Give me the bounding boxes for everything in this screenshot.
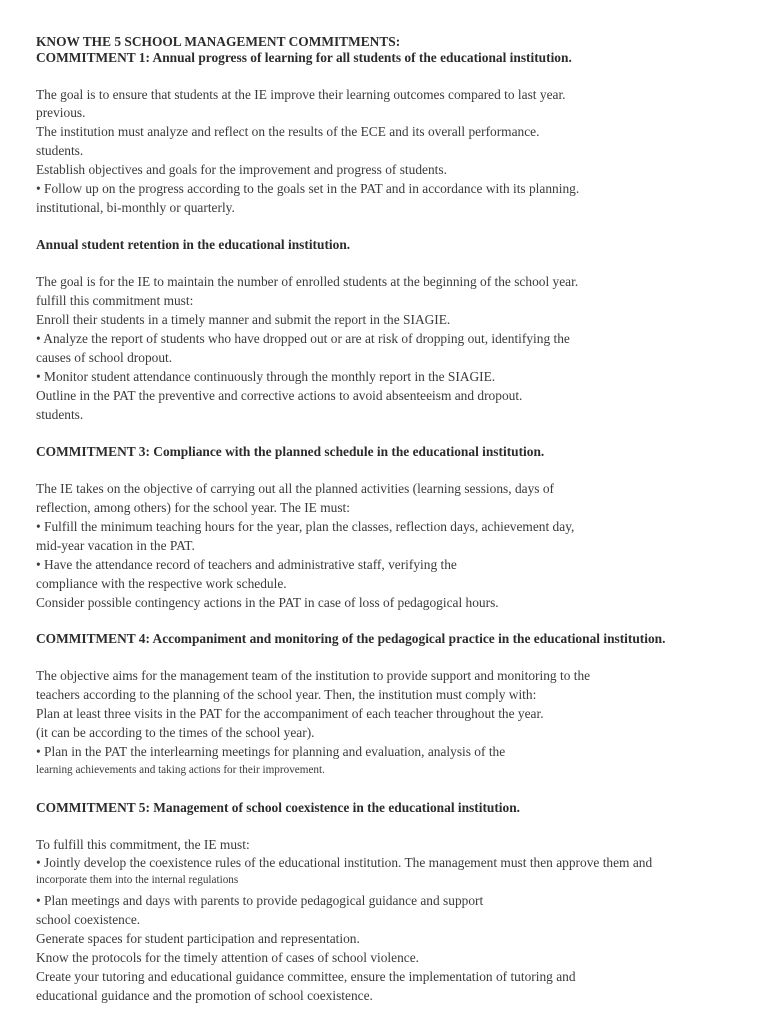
paragraph-line: school coexistence. xyxy=(36,912,141,927)
commitment-1-heading: COMMITMENT 1: Annual progress of learning for all students of the educational institution. xyxy=(36,50,572,65)
paragraph-line: Establish objectives and goals for the improvement and progress of students. xyxy=(36,162,447,177)
document-title: KNOW THE 5 SCHOOL MANAGEMENT COMMITMENTS: xyxy=(36,34,401,49)
paragraph-line: Generate spaces for student participation and representation. xyxy=(36,931,360,946)
paragraph-line: educational guidance and the promotion of school coexistence. xyxy=(36,988,373,1003)
paragraph-line: reflection, among others) for the school year. The IE must: xyxy=(36,500,350,515)
paragraph-line: Outline in the PAT the preventive and corrective actions to avoid absenteeism and dropout. xyxy=(36,388,523,403)
paragraph-line: students. xyxy=(36,143,84,158)
paragraph-line: To fulfill this commitment, the IE must: xyxy=(36,837,250,852)
paragraph-line: Consider possible contingency actions in the PAT in case of loss of pedagogical hours. xyxy=(36,595,499,610)
paragraph-line: The goal is to ensure that students at the IE improve their learning outcomes compared to last year. xyxy=(36,87,566,102)
paragraph-line: mid-year vacation in the PAT. xyxy=(36,538,195,553)
paragraph-line: fulfill this commitment must: xyxy=(36,293,194,308)
commitment-4-heading: COMMITMENT 4: Accompaniment and monitoring of the pedagogical practice in the educational institution. xyxy=(36,631,666,646)
bullet-line: • Have the attendance record of teachers and administrative staff, verifying the xyxy=(36,557,457,572)
paragraph-line: The IE takes on the objective of carrying out all the planned activities (learning sessions, days of xyxy=(36,481,554,496)
paragraph-line: Plan at least three visits in the PAT for the accompaniment of each teacher throughout the year. xyxy=(36,706,544,721)
paragraph-line: previous. xyxy=(36,105,86,120)
paragraph-line: incorporate them into the internal regulations xyxy=(36,874,239,886)
bullet-line: • Analyze the report of students who have dropped out or are at risk of dropping out, identifying the xyxy=(36,331,570,346)
bullet-line: • Plan in the PAT the interlearning meetings for planning and evaluation, analysis of the xyxy=(36,744,506,759)
bullet-line: • Plan meetings and days with parents to provide pedagogical guidance and support xyxy=(36,893,484,908)
paragraph-line: students. xyxy=(36,407,84,422)
paragraph-line: The goal is for the IE to maintain the number of enrolled students at the beginning of the school year. xyxy=(36,274,579,289)
paragraph-line: Create your tutoring and educational guidance committee, ensure the implementation of tutoring and xyxy=(36,969,576,984)
paragraph-line: teachers according to the planning of the school year. Then, the institution must comply with: xyxy=(36,687,537,702)
paragraph-line: (it can be according to the times of the school year). xyxy=(36,725,315,740)
bullet-line: • Monitor student attendance continuously through the monthly report in the SIAGIE. xyxy=(36,369,496,384)
paragraph-line: The institution must analyze and reflect on the results of the ECE and its overall performance. xyxy=(36,124,540,139)
commitment-5-heading: COMMITMENT 5: Management of school coexistence in the educational institution. xyxy=(36,800,521,815)
paragraph-line: The objective aims for the management team of the institution to provide support and monitoring to the xyxy=(36,668,591,683)
paragraph-line: compliance with the respective work schedule. xyxy=(36,576,287,591)
paragraph-line: Enroll their students in a timely manner and submit the report in the SIAGIE. xyxy=(36,312,451,327)
commitment-2-heading: Annual student retention in the educational institution. xyxy=(36,237,351,252)
paragraph-line: learning achievements and taking actions for their improvement. xyxy=(36,764,325,776)
paragraph-line: institutional, bi-monthly or quarterly. xyxy=(36,200,235,215)
commitment-3-heading: COMMITMENT 3: Compliance with the planned schedule in the educational institution. xyxy=(36,444,545,459)
bullet-line: • Follow up on the progress according to the goals set in the PAT and in accordance with its planning. xyxy=(36,181,580,196)
paragraph-line: causes of school dropout. xyxy=(36,350,173,365)
bullet-line: • Fulfill the minimum teaching hours for the year, plan the classes, reflection days, achievement day, xyxy=(36,519,575,534)
paragraph-line: Know the protocols for the timely attention of cases of school violence. xyxy=(36,950,420,965)
bullet-line: • Jointly develop the coexistence rules of the educational institution. The management must then approve them and xyxy=(36,855,653,870)
